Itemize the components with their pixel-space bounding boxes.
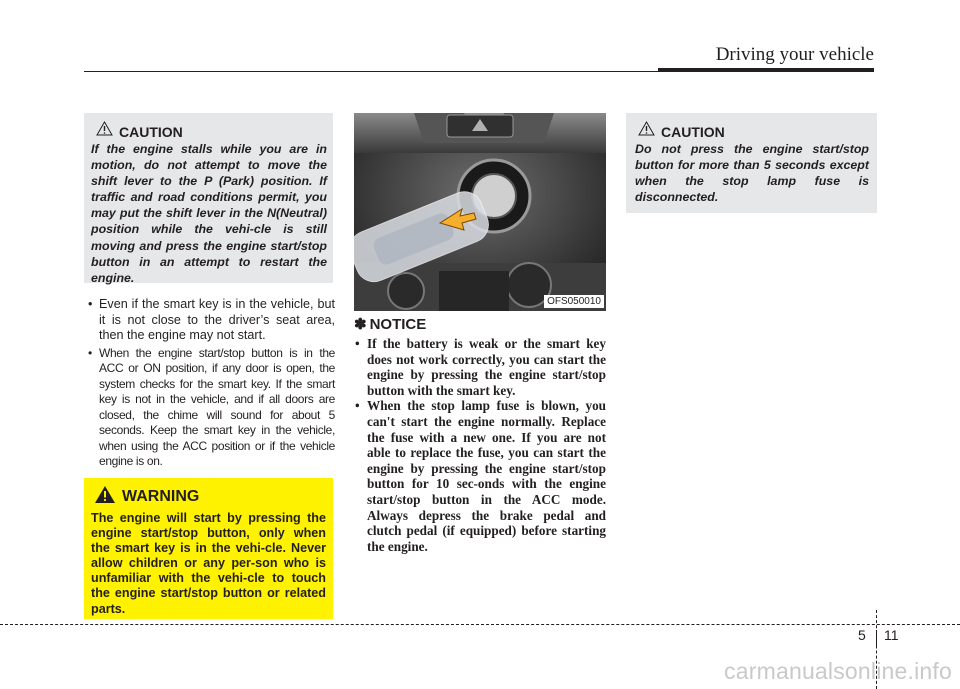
caution-text: If the engine stalls while you are in motion, do not attempt to move the shift lever to the P (Park) position. If traffic and road conditions permit, you may put the shift lever in the N(Neutral) position while the vehi-cle is still moving and press the engine start/stop button in an attempt to restart the engine. — [91, 142, 327, 285]
warning-text: The engine will start by pressing the engine start/stop button, only when the smart key is in the vehi-cle. Never allow children or any per-son who is unfamiliar with the vehi-cle to touch the engine start/stop button or related parts. — [91, 511, 326, 616]
notice-symbol-icon: ✽ — [354, 316, 367, 333]
page-separator — [876, 630, 877, 646]
caution-title: CAUTION — [119, 124, 183, 140]
warning-box — [84, 478, 333, 619]
caution-box-left — [84, 113, 333, 283]
bullet-item: • When the engine start/stop button is in the ACC or ON position, if any door is open, the system checks for the smart key. If the smart key is not in the vehicle, and if all doors are closed, the chime will sound for about 5 seconds. Keep the smart key in the vehicle, when using the ACC position or if the vehicle engine is on. — [84, 346, 335, 470]
smart-key-illustration — [354, 113, 606, 311]
chapter-number: 5 — [858, 627, 866, 643]
notice-heading — [354, 315, 606, 333]
notice-title: NOTICE — [369, 316, 427, 333]
watermark: carmanualsonline.info — [724, 658, 952, 684]
header-rule-accent — [658, 68, 874, 72]
section-title: Driving your vehicle — [715, 44, 874, 65]
bullet-list — [84, 297, 335, 472]
figure-code: OFS050010 — [544, 295, 604, 308]
notice-item: • When the stop lamp fuse is blown, you can't start the engine normally. Replace the fuse with a new one. If you are not able to replace the fuse, you can start the engine by pressing the engine start/stop button for 10 sec-onds with the engine start/stop button in the ACC mode. Always depress the brake pedal and clutch pedal (if equipped) before starting the engine. — [354, 398, 606, 554]
caution-box-right — [626, 113, 877, 213]
warning-title: WARNING — [122, 488, 200, 505]
bullet-item: • Even if the smart key is in the vehicle, but it is not close to the driver’s seat area, then the engine may not start. — [84, 297, 335, 344]
caution-triangle-icon — [638, 121, 655, 136]
warning-triangle-icon — [94, 485, 116, 504]
smart-key-photo — [354, 113, 606, 311]
notice-section — [354, 315, 606, 554]
caution-triangle-icon — [96, 121, 113, 136]
notice-item: • If the battery is weak or the smart key does not work correctly, you can start the engine by pressing the engine start/stop button with the smart key. — [354, 336, 606, 398]
footer-rule — [0, 624, 960, 625]
page-number: 11 — [884, 627, 899, 643]
caution-title: CAUTION — [661, 124, 725, 140]
caution-text: Do not press the engine start/stop button for more than 5 seconds except when the stop lamp fuse is disconnected. — [635, 142, 869, 205]
